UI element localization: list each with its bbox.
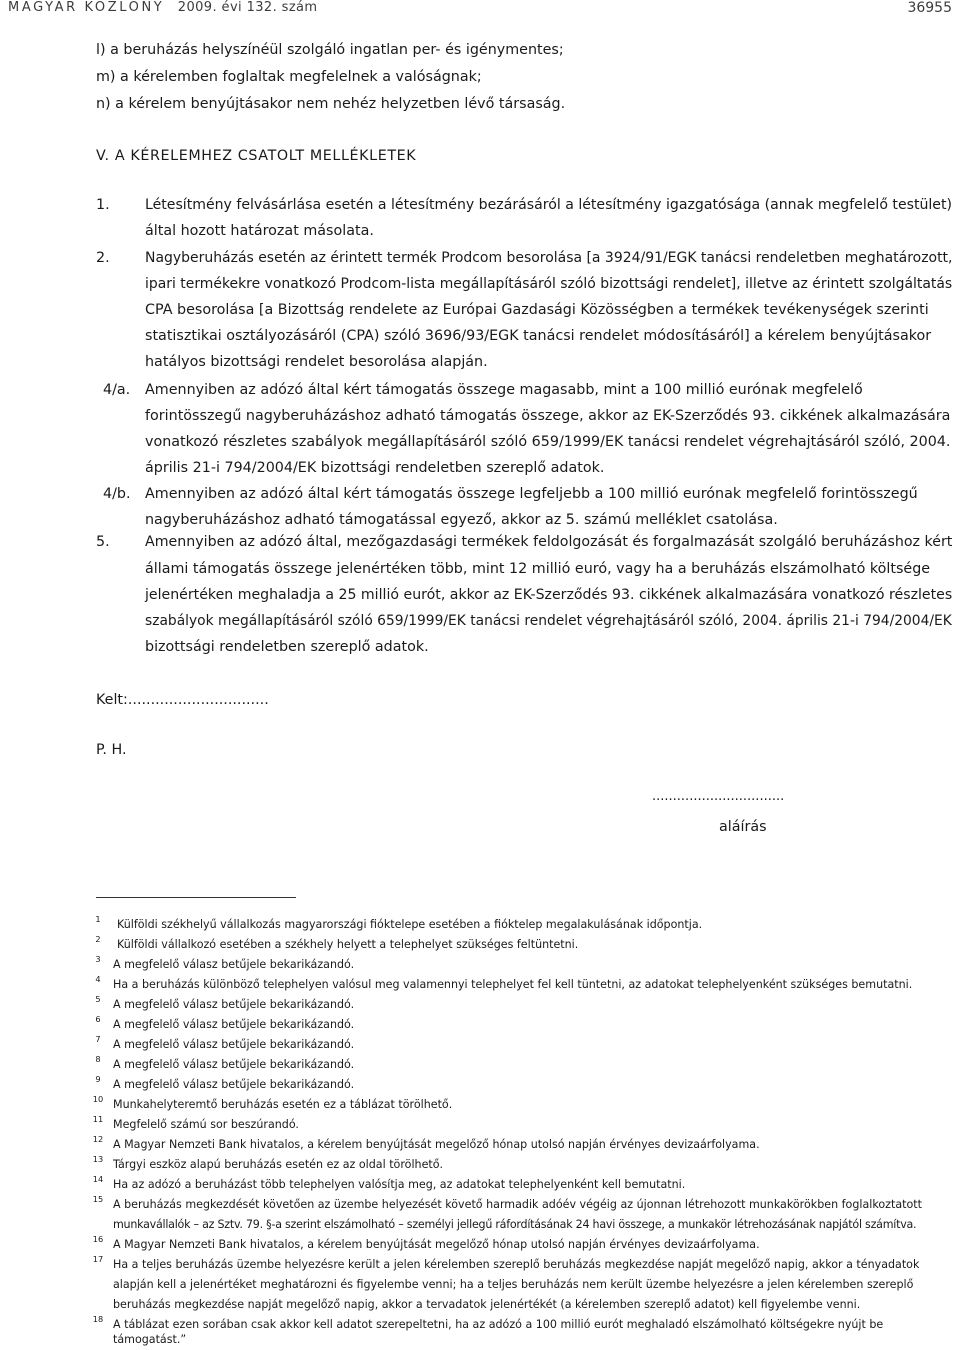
footnote-text: Ha a beruházás különböző telephelyen valósul meg valamennyi telephelyet fel kell tüntetni, az adatokat telephelyenként szükséges bemutatni. — [113, 978, 913, 991]
item-text-line: által hozott határozat másolata. — [145, 223, 374, 239]
footnote-text: munkavállalók – az Sztv. 79. §-a szerint elszámolható – személyi jellegű ráfordításának 24 havi összege, a munkakör létrehozásának napjától számítva. — [113, 1218, 917, 1231]
item-text-line: CPA besorolása [a Bizottság rendelete az Európai Gazdasági Közösségben a termékek tevékenységek szerinti — [145, 302, 929, 318]
footnote-number: 9 — [95, 1074, 101, 1084]
footnote-number: 13 — [92, 1154, 104, 1164]
item-number: 1. — [96, 197, 110, 213]
footnote-text: A megfelelő válasz betűjele bekarikázandó. — [113, 958, 355, 971]
top-item-n: n) a kérelem benyújtásakor nem nehéz helyzetben lévő társaság. — [96, 96, 566, 112]
footnote-text: támogatást.” — [113, 1333, 187, 1346]
stamp-placeholder: P. H. — [96, 742, 127, 758]
footnote-separator — [96, 897, 296, 898]
item-text-line: ipari termékekre vonatkozó Prodcom-lista megállapításáról szóló bizottsági rendelet], illetve az érintett szolgáltatás — [145, 276, 953, 292]
footnote-text: Megfelelő számú sor beszúrandó. — [113, 1118, 299, 1131]
footnote-text: Külföldi vállalkozó esetében a székhely helyett a telephelyet szükséges feltüntetni. — [117, 938, 579, 951]
footnote-text: Ha az adózó a beruházást több telephelyen valósítja meg, az adatokat telephelyenként kell bemutatni. — [113, 1178, 686, 1191]
item-text-line: nagyberuházáshoz adható támogatással egyező, akkor az 5. számú melléklet csatolása. — [145, 512, 778, 528]
footnote-number: 6 — [95, 1014, 101, 1024]
footnote-text: Tárgyi eszköz alapú beruházás esetén ez az oldal törölhető. — [113, 1158, 444, 1171]
running-header-journal — [8, 0, 318, 15]
footnote-text: A megfelelő válasz betűjele bekarikázandó. — [113, 1018, 355, 1031]
footnote-number: 10 — [92, 1094, 104, 1104]
item-text-line: forintösszegű nagyberuházáshoz adható támogatás összege, akkor az EK-Szerződés 93. cikkének alkalmazására — [145, 408, 951, 424]
footnote-text: A megfelelő válasz betűjele bekarikázandó. — [113, 1038, 355, 1051]
signature-label: aláírás — [719, 819, 767, 835]
footnote-number: 15 — [92, 1194, 104, 1204]
footnote-number: 14 — [92, 1174, 104, 1184]
footnote-number: 3 — [95, 954, 101, 964]
footnote-number: 12 — [92, 1134, 104, 1144]
footnote-number: 16 — [92, 1234, 104, 1244]
item-text-line: Amennyiben az adózó által, mezőgazdasági termékek feldolgozását és forgalmazását szolgáló beruházáshoz kért — [145, 534, 953, 550]
section-title: V. A KÉRELEMHEZ CSATOLT MELLÉKLETEK — [96, 148, 417, 164]
footnote-number: 5 — [95, 994, 101, 1004]
footnote-text: beruházás megkezdése napját megelőző napig, akkor a tervadatok jelenértékét (a kérelemben szereplő adatot) kell figyelembe venni. — [113, 1298, 861, 1311]
footnote-text: A megfelelő válasz betűjele bekarikázandó. — [113, 1078, 355, 1091]
item-number: 4/b. — [103, 486, 131, 502]
item-number: 4/a. — [103, 382, 131, 398]
item-text-line: szabályok megállapításáról szóló 659/1999/EK tanácsi rendelet végrehajtásáról szóló, 2004. április 21-i 794/2004/EK — [145, 613, 952, 629]
footnote-number: 8 — [95, 1054, 101, 1064]
top-item-m: m) a kérelemben foglaltak megfelelnek a valóságnak; — [96, 69, 482, 85]
footnote-text: A Magyar Nemzeti Bank hivatalos, a kérelem benyújtását megelőző hónap utolsó napján érvényes devizaárfolyama. — [113, 1138, 760, 1151]
item-text-line: bizottsági rendeletben szereplő adatok. — [145, 639, 429, 655]
kelt-field: Kelt:............................... — [96, 692, 269, 708]
footnote-text: Külföldi székhelyű vállalkozás magyarországi fióktelepe esetében a fióktelep megalakulásának időpontja. — [117, 918, 703, 931]
footnote-text: A megfelelő válasz betűjele bekarikázandó. — [113, 998, 355, 1011]
page-number: 36955 — [907, 0, 952, 16]
top-item-l: l) a beruházás helyszínéül szolgáló ingatlan per- és igénymentes; — [96, 42, 564, 58]
item-text-line: Amennyiben az adózó által kért támogatás összege magasabb, mint a 100 millió eurónak megfelelő — [145, 382, 863, 398]
footnote-number: 11 — [92, 1114, 104, 1124]
item-text-line: Nagyberuházás esetén az érintett termék Prodcom besorolása [a 3924/91/EGK tanácsi rendeletben meghatározott, — [145, 250, 953, 266]
item-number: 5. — [96, 534, 110, 550]
footnote-number: 17 — [92, 1254, 104, 1264]
footnote-number: 4 — [95, 974, 101, 984]
item-number: 2. — [96, 250, 110, 266]
footnote-text: A megfelelő válasz betűjele bekarikázandó. — [113, 1058, 355, 1071]
item-text-line: statisztikai osztályozásáról (CPA) szóló 3696/93/EGK tanácsi rendelet módosításáról] a kérelem benyújtásakor — [145, 328, 932, 344]
footnote-text: A beruházás megkezdését követően az üzembe helyezését követő harmadik adóév végéig az újonnan létrehozott munkakörökben foglalkoztatott — [113, 1198, 922, 1211]
signature-line: ................................ — [652, 789, 785, 804]
item-text-line: Amennyiben az adózó által kért támogatás összege legfeljebb a 100 millió eurónak megfelelő forintösszegű — [145, 486, 918, 502]
footnote-text: Munkahelyteremtő beruházás esetén ez a táblázat törölhető. — [113, 1098, 453, 1111]
item-text-line: Létesítmény felvásárlása esetén a létesítmény bezárásáról a létesítmény igazgatósága (annak megfelelő testület) — [145, 197, 953, 213]
footnote-number: 1 — [95, 914, 101, 924]
issue-number: 2009. évi 132. szám — [177, 0, 318, 15]
footnote-text: A Magyar Nemzeti Bank hivatalos, a kérelem benyújtását megelőző hónap utolsó napján érvényes devizaárfolyama. — [113, 1238, 760, 1251]
item-text-line: jelenértéken meghaladja a 25 millió eurót, akkor az EK-Szerződés 93. cikkének alkalmazására vonatkozó részletes — [145, 587, 953, 603]
footnote-number: 7 — [95, 1034, 101, 1044]
footnote-text: alapján kell a jelenértéket meghatározni és figyelembe venni; ha a teljes beruházás nem került üzembe helyezésre a jelen kérelemben szereplő — [113, 1278, 914, 1291]
item-text-line: állami támogatás összege jelenértéken több, mint 12 millió euró, vagy ha a beruházás elszámolható költsége — [145, 561, 931, 577]
footnote-number: 18 — [92, 1314, 104, 1324]
footnote-text: A táblázat ezen sorában csak akkor kell adatot szerepeltetni, ha az adózó a 100 millió eurót meghaladó elszámolható költségekre nyújt be — [113, 1318, 884, 1331]
item-text-line: április 21-i 794/2004/EK bizottsági rendeletben szereplő adatok. — [145, 460, 605, 476]
footnote-number: 2 — [95, 934, 101, 944]
footnote-text: Ha a teljes beruházás üzembe helyezésre került a jelen kérelemben szereplő beruházás megkezdése napját megelőző napig, akkor a tényadatok — [113, 1258, 920, 1271]
item-text-line: vonatkozó részletes szabályok megállapításáról szóló 659/1999/EK tanácsi rendelet végrehajtásáról szóló, 2004. — [145, 434, 951, 450]
item-text-line: hatályos bizottsági rendelet besorolása alapján. — [145, 354, 488, 370]
journal-name: MAGYAR KÖZLÖNY — [8, 0, 165, 15]
